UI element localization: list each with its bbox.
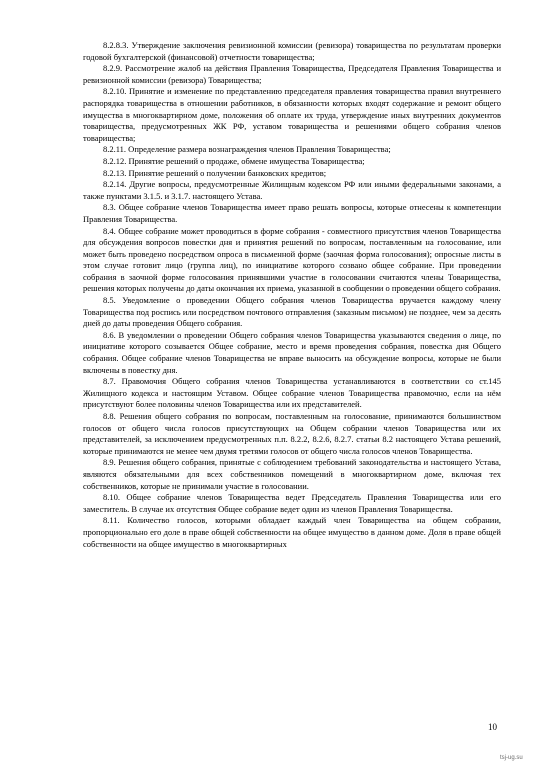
site-watermark: tsj-ug.su: [500, 755, 523, 761]
paragraph-8-2-13: 8.2.13. Принятие решений о получении банковских кредитов;: [103, 167, 327, 178]
paragraph-8-2-9: 8.2.9. Рассмотрение жалоб на действия Правления Товарищества, Председателя Правления Товарищества и ревизионной комиссии (ревизора) Товарищества;: [83, 63, 501, 85]
paragraph-8-4: 8.4. Общее собрание может проводиться в форме собрания - совместного присутствия членов Товарищества для обсуждения вопросов повестки дня и принятия решений по вопросам, поставленным на голосование, или может быть проведено посредством опроса в письменной форме (заочная форма голосования); опросные листы в этом случае готовит лицо (группа лиц), по инициативе которого созвано общее собрание. При проведении собрания в заочной форме голосования принявшими участие в голосовании считаются члены Товарищества, решения которых получены до даты окончания их приема, указанной в сообщении о проведении общего собрания.: [83, 225, 501, 294]
paragraph-8-5: 8.5. Уведомление о проведении Общего собрания членов Товарищества вручается каждому члену Товарищества под роспись или посредством почтового отправления (заказным письмом) не позднее, чем за десять дней до даты проведения Общего собрания.: [83, 295, 501, 329]
document-body: [83, 40, 501, 550]
paragraph-8-11: 8.11. Количество голосов, которыми обладает каждый член Товарищества на общем собрании, пропорционально его доле в праве общей собственности на общее имущество в данном доме. Доля в праве общей собственности на общее имущество в многоквартирных: [83, 515, 501, 549]
paragraph-8-2-10: 8.2.10. Принятие и изменение по представлению председателя правления товарищества правил внутреннего распорядка товарищества в отношении работников, в обязанности которых входят содержание и ремонт общего имущества в многоквартирном доме, положения об оплате их труда, утверждение иных внутренних документов товарищества, предусмотренных ЖК РФ, уставом товарищества и решениями общего собрания членов товарищества;: [83, 86, 501, 143]
paragraph-8-8: 8.8. Решения общего собрания по вопросам, поставленным на голосование, принимаются большинством голосов от общего числа голосов присутствующих на Общем собрании членов Товарищества или их представителей, за исключением предусмотренных п.п. 8.2.2, 8.2.6, 8.2.7. статьи 8.2 настоящего Устава решений, которые принимаются не менее чем двумя третями голосов от общего числа голосов членов Товарищества.: [83, 411, 501, 456]
paragraph-8-2-8-3: 8.2.8.3. Утверждение заключения ревизионной комиссии (ревизора) товарищества по результатам проверки годовой бухгалтерской (финансовой) отчетности товарищества;: [83, 40, 501, 62]
paragraph-8-3: 8.3. Общее собрание членов Товарищества имеет право решать вопросы, которые отнесены к компетенции Правления Товарищества.: [83, 202, 501, 224]
paragraph-8-6: 8.6. В уведомлении о проведении Общего собрания членов Товарищества указываются сведения о лице, по инициативе которого созывается Общее собрание, место и время проведения собрания, повестка дня Общего собрания. Общее собрание членов Товарищества не вправе выносить на обсуждение вопросы, которые не были включены в повестку дня.: [83, 329, 501, 375]
paragraph-8-2-14: 8.2.14. Другие вопросы, предусмотренные Жилищным кодексом РФ или иными федеральными законами, а также пунктами 3.1.5. и 3.1.7. настоящего Устава.: [83, 179, 501, 201]
paragraph-8-9: 8.9. Решения общего собрания, принятые с соблюдением требований законодательства и настоящего Устава, являются обязательными для всех собственников помещений в многоквартирном доме, включая тех собственников, которые не принимали участие в голосовании.: [83, 457, 501, 491]
paragraph-8-10: 8.10. Общее собрание членов Товарищества ведет Председатель Правления Товарищества или его заместитель. В случае их отсутствия Общее собрание ведет один из членов Правления Товарищества.: [83, 492, 501, 514]
paragraph-8-2-12: 8.2.12. Принятие решений о продаже, обмене имущества Товарищества;: [103, 155, 365, 166]
paragraph-8-2-11: 8.2.11. Определение размера вознаграждения членов Правления Товарищества;: [103, 144, 391, 155]
paragraph-8-7: 8.7. Правомочия Общего собрания членов Товарищества устанавливаются в соответствии со ст.145 Жилищного кодекса и настоящим Уставом. Общее собрание членов Товарищества правомочно, если на нём присутствуют более половины членов Товарищества или их представителей.: [83, 376, 501, 410]
page-number: 10: [488, 722, 497, 732]
